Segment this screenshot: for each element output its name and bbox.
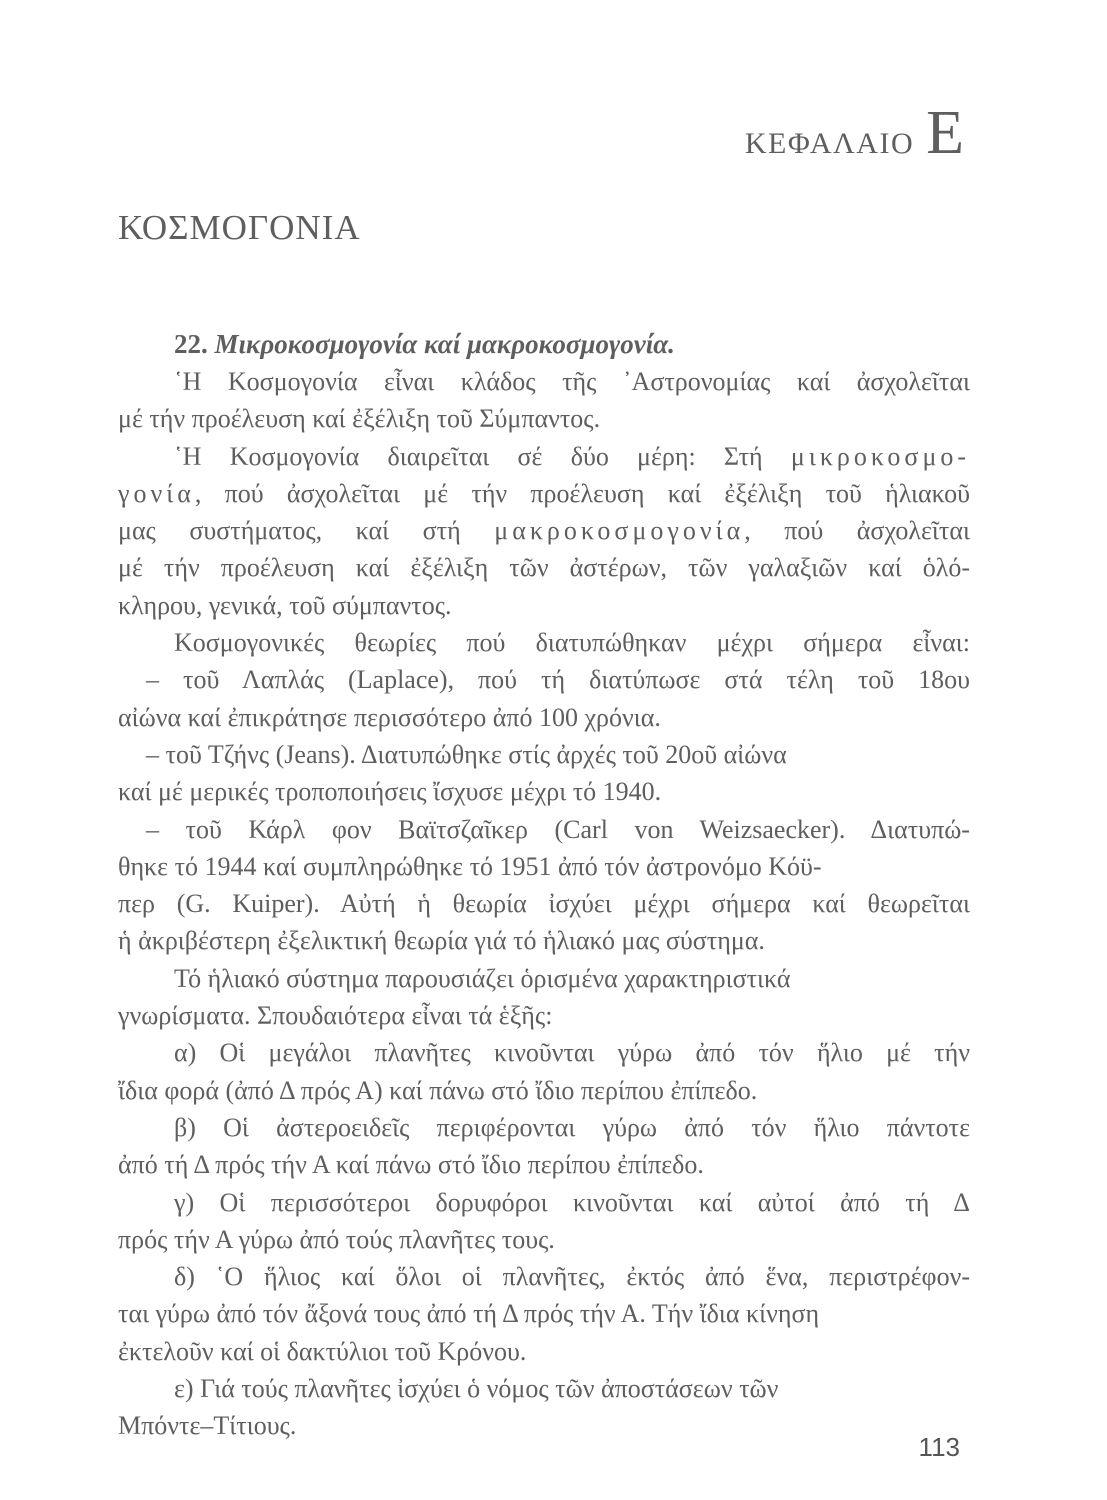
text-line: περ (G. Kuiper). Αὐτή ἡ θεωρία ἰσχύει μέχρι σήμερα καί θεωρεῖται: [118, 889, 970, 919]
text-line: ται γύρω ἀπό τόν ἄξονά τους ἀπό τή Δ πρός τήν Α. Τήν ἴδια κίνηση: [118, 1299, 820, 1329]
spaced-term: μικροκοσμο-: [790, 441, 971, 471]
text-line: αἰώνα καί ἐπικράτησε περισσότερο ἀπό 100 χρόνια.: [118, 702, 661, 732]
text-line: ἐκτελοῦν καί οἱ δακτύλιοι τοῦ Κρόνου.: [118, 1336, 527, 1366]
chapter-header: [744, 99, 964, 167]
list-item: δ) ῾Ο ἥλιος καί ὅλοι οἱ πλανῆτες, ἐκτός ἀπό ἕνα, περιστρέφον-: [174, 1262, 970, 1292]
text-line: [118, 438, 970, 475]
spaced-term: γονία: [118, 478, 195, 508]
text-line: μέ τήν προέλευση καί ἐξέλιξη τοῦ Σύμπαντος.: [118, 404, 601, 434]
spaced-term: μακροκοσμογονία: [494, 516, 745, 546]
page-body: [118, 326, 970, 1445]
chapter-letter: Ε: [926, 99, 964, 167]
list-item: – τοῦ Λαπλάς (Laplace), πού τή διατύπωσε στά τέλη τοῦ 18ου: [146, 665, 971, 695]
list-item: β) Οἱ ἀστεροειδεῖς περιφέρονται γύρω ἀπό τόν ἥλιο πάντοτε: [174, 1112, 971, 1142]
text-line: [118, 512, 970, 549]
text-line: ἀπό τή Δ πρός τήν Α καί πάνω στό ἴδιο περίπου ἐπίπεδο.: [118, 1150, 704, 1180]
section-heading-text: Μικροκοσμογονία καί μακροκοσμογονία.: [214, 329, 675, 359]
text-line: ἡ ἀκριβέστερη ἐξελικτική θεωρία γιά τό ἡλιακό μας σύστημα.: [118, 926, 765, 956]
text-fragment: ῾Η Κοσμογονία διαιρεῖται σέ δύο μέρη: Στή: [174, 441, 763, 471]
chapter-label: ΚΕΦΑΛΑΙΟ: [744, 127, 915, 160]
list-item: ε) Γιά τούς πλανῆτες ἰσχύει ὁ νόμος τῶν ἀποστάσεων τῶν: [174, 1374, 779, 1404]
text-line: θηκε τό 1944 καί συμπληρώθηκε τό 1951 ἀπό τόν ἀστρονόμο Κόϋ-: [118, 851, 822, 881]
text-line: γνωρίσματα. Σπουδαιότερα εἶναι τά ἑξῆς:: [118, 1001, 553, 1031]
text-line: πρός τήν Α γύρω ἀπό τούς πλανῆτες τους.: [118, 1224, 555, 1254]
section-number: 22.: [174, 329, 208, 359]
text-line: Τό ἡλιακό σύστημα παρουσιάζει ὁρισμένα χαρακτηριστικά: [174, 963, 791, 993]
list-item: γ) Οἱ περισσότεροι δορυφόροι κινοῦνται καί αὐτοί ἀπό τή Δ: [174, 1187, 971, 1217]
text-line: Μπόντε–Τίτιους.: [118, 1411, 297, 1441]
page-number: 113: [918, 1432, 960, 1462]
list-item: α) Οἱ μεγάλοι πλανῆτες κινοῦνται γύρω ἀπό τόν ἥλιο μέ τήν: [174, 1038, 970, 1068]
text-line: μέ τήν προέλευση καί ἐξέλιξη τῶν ἀστέρων, τῶν γαλαξιῶν καί ὁλό-: [118, 553, 971, 583]
list-item: – τοῦ Τζήνς (Jeans). Διατυπώθηκε στίς ἀρχές τοῦ 20οῦ αἰώνα: [146, 739, 787, 769]
list-item: – τοῦ Κάρλ φον Βαϊτσζαῖκερ (Carl von Weizsaecker). Διατυπώ-: [146, 814, 970, 844]
text-fragment: , πού ἀσχολεῖται: [744, 516, 970, 546]
text-line: καί μέ μερικές τροποποιήσεις ἴσχυσε μέχρι τό 1940.: [118, 777, 662, 807]
chapter-title: ΚΟΣΜΟΓΟΝΙΑ: [118, 208, 361, 247]
text-line: ῾Η Κοσμογονία εἶναι κλάδος τῆς ᾿Αστρονομίας καί ἀσχολεῖται: [174, 367, 970, 396]
text-fragment: , πού ἀσχολεῖται μέ τήν προέλευση καί ἐξέλιξη τοῦ ἡλιακοῦ: [194, 478, 971, 508]
text-line: Κοσμογονικές θεωρίες πού διατυπώθηκαν μέχρι σήμερα εἶναι:: [174, 628, 971, 658]
section-heading: [174, 326, 970, 363]
text-line: κληρου, γενικά, τοῦ σύμπαντος.: [118, 590, 452, 620]
text-line: ἴδια φορά (ἀπό Δ πρός Α) καί πάνω στό ἴδιο περίπου ἐπίπεδο.: [118, 1075, 758, 1105]
text-fragment: μας συστήματος, καί στή: [118, 516, 461, 546]
text-line: [118, 475, 970, 512]
